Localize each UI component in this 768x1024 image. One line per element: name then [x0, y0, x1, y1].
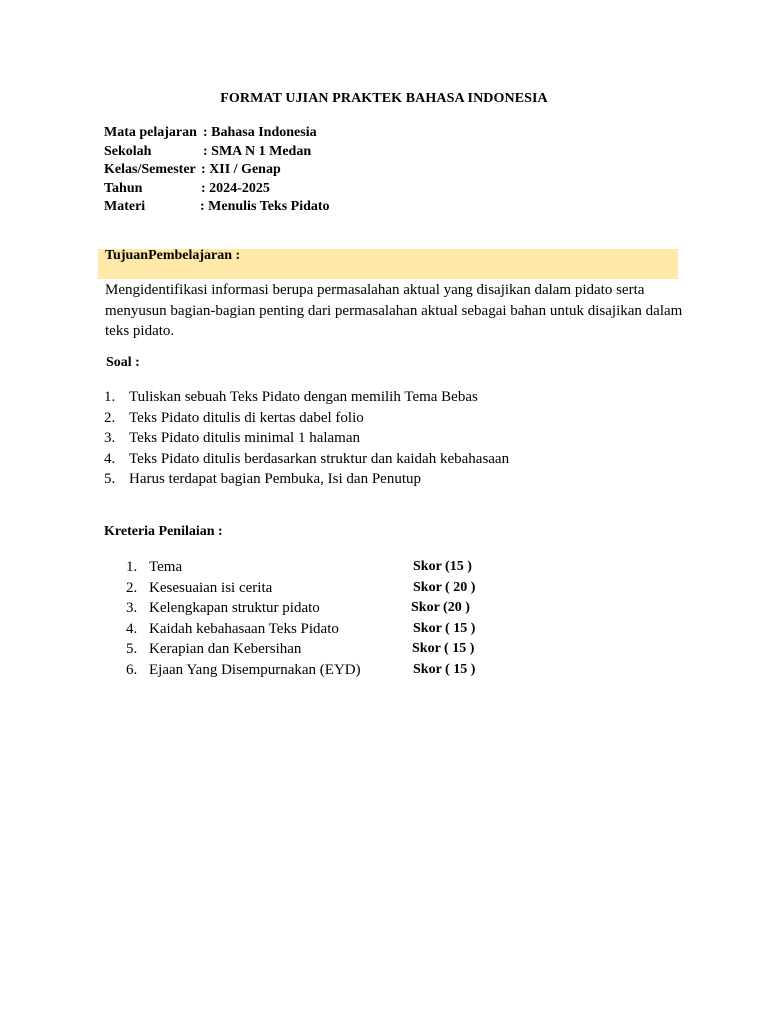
objective-text: Mengidentifikasi informasi berupa permasalahan aktual yang disajikan dalam pidato serta menyusun bagian-bagian penting dari permasalahan aktual sebagai bahan untuk disajikan dalam teks pidato. — [105, 282, 683, 339]
item-number: 3. — [104, 430, 116, 446]
info-label: Sekolah — [104, 143, 152, 159]
item-text: Tuliskan sebuah Teks Pidato dengan memilih Tema Bebas — [129, 389, 478, 405]
list-item — [126, 598, 526, 619]
item-text: Teks Pidato ditulis berdasarkan struktur dan kaidah kebahasaan — [129, 450, 510, 467]
criteria-list — [126, 557, 526, 681]
criterion-score: Skor (15 ) — [413, 559, 472, 574]
info-value: : 2024-2025 — [201, 180, 270, 196]
criterion-text: Kelengkapan struktur pidato — [149, 600, 320, 617]
objective-heading: TujuanPembelajaran : — [105, 248, 241, 263]
criteria-heading: Kreteria Penilaian : — [104, 524, 223, 539]
item-number: 4. — [104, 450, 116, 467]
item-text: Teks Pidato ditulis di kertas dabel folio — [129, 409, 364, 426]
list-item — [126, 660, 526, 681]
item-text: Teks Pidato ditulis minimal 1 halaman — [129, 430, 361, 446]
criterion-text: Kesesuaian isi cerita — [149, 579, 273, 596]
info-label: Kelas/Semester — [104, 162, 196, 178]
criterion-score: Skor ( 15 ) — [413, 620, 476, 636]
list-item — [126, 639, 526, 660]
criterion-score: Skor (20 ) — [411, 600, 470, 616]
item-number: 2. — [104, 409, 116, 426]
item-number: 6. — [126, 661, 138, 678]
soal-heading: Soal : — [106, 355, 140, 370]
list-item — [126, 578, 526, 599]
criterion-text: Kaidah kebahasaan Teks Pidato — [149, 620, 339, 637]
info-label: Tahun — [104, 180, 143, 196]
item-number: 2. — [126, 579, 138, 596]
list-item — [126, 557, 526, 578]
criterion-text: Tema — [149, 559, 183, 575]
criterion-score: Skor ( 20 ) — [413, 579, 476, 595]
item-text: Harus terdapat bagian Pembuka, Isi dan Penutup — [129, 471, 422, 487]
item-number: 1. — [104, 389, 116, 405]
info-value: : Bahasa Indonesia — [203, 125, 317, 140]
criterion-score: Skor ( 15 ) — [413, 661, 476, 677]
info-value: : Menulis Teks Pidato — [200, 199, 330, 215]
item-number: 5. — [104, 471, 116, 487]
item-number: 4. — [126, 620, 138, 637]
item-number: 5. — [126, 641, 138, 658]
criterion-text: Ejaan Yang Disempurnakan (EYD) — [149, 661, 361, 678]
page-title: FORMAT UJIAN PRAKTEK BAHASA INDONESIA — [220, 91, 548, 106]
info-value: : SMA N 1 Medan — [203, 143, 312, 159]
criterion-score: Skor ( 15 ) — [412, 641, 475, 657]
list-item — [126, 619, 526, 640]
item-number: 1. — [126, 559, 138, 575]
info-label: Materi — [104, 199, 146, 215]
info-label: Mata pelajaran — [104, 125, 197, 140]
info-value: : XII / Genap — [201, 162, 281, 178]
criterion-text: Kerapian dan Kebersihan — [149, 641, 302, 658]
item-number: 3. — [126, 600, 138, 617]
